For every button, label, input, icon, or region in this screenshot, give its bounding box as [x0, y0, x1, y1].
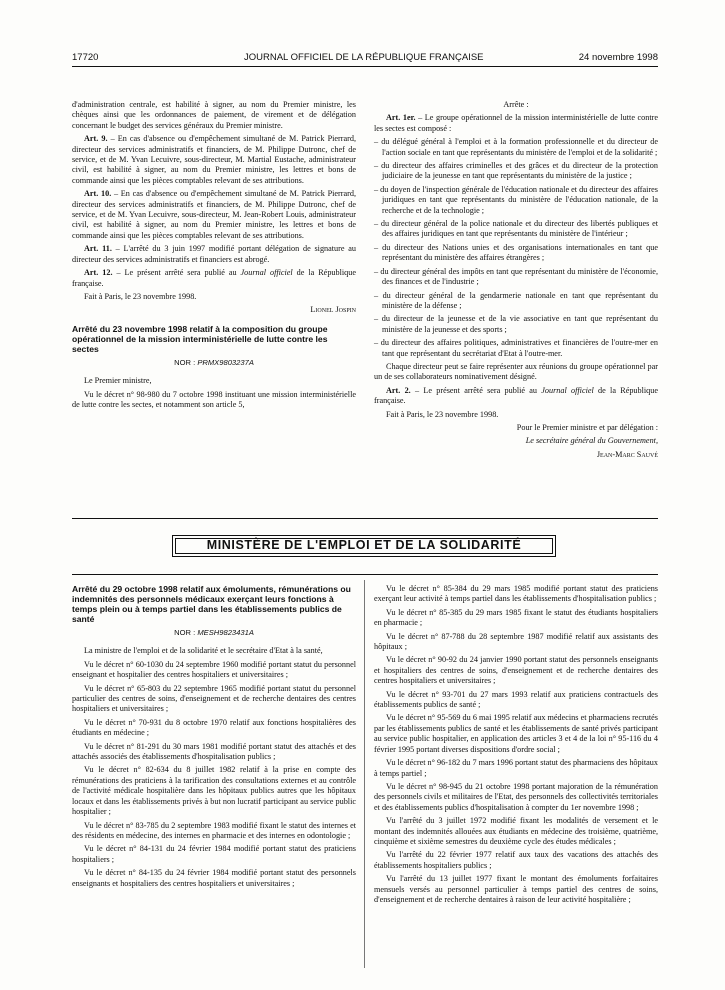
- arrete-heading: Arrête :: [503, 100, 529, 109]
- nor-label: NOR :: [174, 357, 198, 367]
- column-divider: [364, 580, 365, 968]
- nor-code: MESH9823431A: [197, 628, 254, 637]
- article-12: [72, 268, 356, 289]
- vu-paragraph: Vu le décret n° 70-931 du 8 octobre 1970 relatif aux fonctions hospitalières des étudiants en médecine ;: [72, 717, 356, 738]
- signature: Jean-Marc Sauvé: [596, 449, 658, 459]
- journal-name: Journal officiel: [541, 385, 594, 395]
- vu-paragraph: Vu le décret n° 82-634 du 8 juillet 1982 relatif à la prise en compte des rémunérations des praticiens à la tarification des consultations externes et au contrôle de l'activité médicale hospitalière dans les hôpitaux publics autres que les hôpitaux locaux et dans les établissements privés à but non lucratif participant au service public hospitalier ;: [72, 765, 356, 817]
- page-header: [72, 52, 658, 66]
- top-left-column: [72, 100, 356, 413]
- vu-paragraph: Vu le décret n° 83-785 du 2 septembre 1983 modifié fixant le statut des internes et des résidents en médecine, des internes en pharmacie et des internes en odontologie ;: [72, 820, 356, 840]
- page-number: 17720: [72, 52, 99, 63]
- vu-paragraph: Vu le décret n° 85-385 du 29 mars 1985 fixant le statut des étudiants hospitaliers en pharmacie ;: [374, 607, 658, 628]
- done-at: Fait à Paris, le 23 novembre 1998.: [84, 291, 197, 301]
- list-item: – du directeur de la jeunesse et de la vie associative en tant que représentant du ministère de la jeunesse et des sports ;: [374, 314, 658, 334]
- vu-paragraph: Vu le décret n° 60-1030 du 24 septembre 1960 modifié portant statut du personnel enseignant et hospitalier des centres hospitaliers et universitaires ;: [72, 659, 356, 680]
- vu-paragraph: Vu le décret n° 87-788 du 28 septembre 1987 modifié relatif aux assistants des hôpitaux ;: [374, 631, 658, 652]
- journal-name: Journal officiel: [240, 268, 293, 278]
- article-text: – L'arrêté du 3 juin 1997 modifié portant délégation de signature au directeur des services administratifs et financiers est abrogé.: [72, 244, 356, 264]
- signature: Lionel Jospin: [310, 305, 356, 315]
- vu-paragraph: Vu le décret n° 96-182 du 7 mars 1996 portant statut des pharmaciens des hôpitaux à temps partiel ;: [374, 758, 658, 778]
- vu-paragraph: Vu le décret n° 95-569 du 6 mai 1995 relatif aux médecins et pharmaciens recrutés par les établissements publics de santé et les établissements de santé privés participant au service public hospitalier, en application des articles 3 et 4 de la loi n° 95-116 du 4 février 1995 portant diverses dispositions d'ordre social ;: [374, 713, 658, 754]
- article-label: Art. 9.: [84, 134, 108, 144]
- list-item: – du directeur des Nations unies et des organisations internationales en tant que représentant du ministère des affaires étrangères ;: [374, 242, 658, 263]
- article-text: de la République française.: [72, 268, 356, 288]
- section-rule: [72, 574, 658, 575]
- arrete-title: Arrêté du 23 novembre 1998 relatif à la composition du groupe opérationnel de la mission interministérielle de lutte contre les sectes: [72, 323, 328, 354]
- preamble: La ministre de l'emploi et de la solidarité et le secrétaire d'Etat à la santé,: [84, 646, 323, 656]
- article-label: Art. 10.: [84, 189, 112, 199]
- vu-paragraph: Vu l'arrêté du 3 juillet 1972 modifié fixant les modalités de versement et le montant des indemnités allouées aux étudiants en médecine des troisième, quatrième, cinquième et sixième semestres du deuxième cycle des études médicales ;: [374, 816, 658, 846]
- vu-paragraph: Vu le décret n° 84-135 du 24 février 1984 modifié portant statut des personnels enseignants et hospitaliers des centres hospitaliers et universitaires ;: [72, 868, 356, 888]
- list-item: – du délégué général à l'emploi et à la formation professionnelle et du directeur de l'action sociale en tant que représentants du ministère de l'emploi et de la solidarité ;: [374, 137, 658, 157]
- arrete-title: Arrêté du 29 octobre 1998 relatif aux émoluments, rémunérations ou indemnités des personnels médicaux exerçant leurs fonctions à temps plein ou à temps partiel dans les établissements publics de santé: [72, 584, 351, 624]
- header-date: 24 novembre 1998: [578, 52, 658, 63]
- article-label: Art. 12.: [84, 268, 113, 278]
- vu-paragraph: Vu l'arrêté du 13 juillet 1977 fixant le montant des émoluments forfaitaires mensuels versés au personnel particulier à temps partiel des centres de soins, d'enseignement et de recherche dentaires à raison de leur activité hospitalière ;: [374, 874, 658, 904]
- list-item: – du directeur général des impôts en tant que représentant du ministère de l'économie, des finances et de l'industrie ;: [374, 266, 658, 287]
- article-9: [72, 134, 356, 186]
- article-11: [72, 244, 356, 265]
- vu-paragraph: Vu le décret n° 84-131 du 24 février 1984 modifié portant statut des praticiens hospitaliers ;: [72, 844, 356, 864]
- article-10: [72, 189, 356, 241]
- article-text: – Le groupe opérationnel de la mission interministérielle de lutte contre les sectes est composé :: [374, 113, 658, 133]
- preamble: Le Premier ministre,: [84, 376, 152, 386]
- article-label: Art. 11.: [84, 244, 112, 254]
- article-1: [374, 113, 658, 134]
- vu-paragraph: Vu le décret n° 81-291 du 30 mars 1981 modifié portant statut des attachés et des attachés associés des établissements d'hospitalisation publics ;: [72, 741, 356, 762]
- vu-paragraph: Vu le décret n° 85-384 du 29 mars 1985 modifié portant statut des praticiens exerçant leur activité à temps partiel dans les établissements d'hospitalisation publics ;: [374, 584, 658, 604]
- paragraph: Chaque directeur peut se faire représenter aux réunions du groupe opérationnel par un de ses collaborateurs nominativement désigné.: [374, 361, 658, 382]
- article-text: – Le présent arrêté sera publié au: [112, 268, 241, 278]
- bottom-right-column: [374, 584, 658, 908]
- nor-code: PRMX9803237A: [197, 357, 254, 367]
- vu-paragraph: Vu le décret n° 93-701 du 27 mars 1993 relatif aux praticiens contractuels des établissements publics de santé ;: [374, 689, 658, 710]
- nor-reference: [72, 628, 356, 638]
- bottom-left-column: [72, 580, 356, 892]
- list-item: – du doyen de l'inspection générale de l'éducation nationale et du directeur des affaires juridiques en tant que représentants du ministère de l'éducation nationale, de la recherche et de la technologie ;: [374, 184, 658, 215]
- article-text: – En cas d'absence ou d'empêchement simultané de M. Patrick Pierrard, directeur des services administratifs et financiers, de M. Philippe Dutronc, chef de service, et de M. Yvan Lecuivre, sous-directeur, M. Martial Eustache, administrateur civil, est habilité à signer, au nom du Premier ministre, les lettres et bons de commande ainsi que les pièces comptables relevant de ses attributions.: [72, 134, 356, 185]
- top-right-column: [374, 100, 658, 466]
- article-2: [374, 386, 658, 407]
- nor-reference: [72, 358, 356, 368]
- article-text: – Le présent arrêté sera publié au: [410, 385, 542, 395]
- nor-label: NOR :: [174, 628, 198, 637]
- done-at: Fait à Paris, le 23 novembre 1998.: [386, 409, 499, 419]
- list-item: – du directeur des affaires politiques, administratives et financières de l'outre-mer en tant que représentant du secrétariat d'Etat à l'outre-mer.: [374, 338, 658, 358]
- article-label: Art. 2.: [386, 385, 411, 395]
- list-item: – du directeur des affaires criminelles et des grâces et du directeur de la protection judiciaire de la jeunesse en tant que représentants du ministère de la justice ;: [374, 161, 658, 181]
- list-item: – du directeur général de la police nationale et du directeur des libertés publiques et des affaires juridiques en tant que représentants du ministère de l'intérieur ;: [374, 219, 658, 239]
- delegation-title: Le secrétaire général du Gouvernement,: [525, 436, 658, 446]
- vu-paragraph: Vu le décret n° 65-803 du 22 septembre 1965 modifié portant statut du personnel particulier des centres de soins, d'enseignement et de recherche dentaires des centres hospitaliers et universitaires ;: [72, 683, 356, 714]
- delegation-line: Pour le Premier ministre et par délégation :: [516, 422, 658, 432]
- list-item: – du directeur général de la gendarmerie nationale en tant que représentant du ministère de la défense ;: [374, 290, 658, 310]
- vu-paragraph: Vu l'arrêté du 22 février 1977 relatif aux taux des vacations des attachés des établissements hospitaliers publics ;: [374, 850, 658, 870]
- article-text: de la République française.: [374, 385, 658, 406]
- paragraph: d'administration centrale, est habilité à signer, au nom du Premier ministre, les chèques ainsi que les ordonnances de paiement, de virement et de délégation concernant le budget des services généraux du Premier ministre.: [72, 100, 356, 130]
- header-rule: [72, 66, 658, 67]
- vu-paragraph: Vu le décret n° 98-945 du 21 octobre 1998 portant majoration de la rémunération des personnels civils et militaires de l'Etat, des personnels des collectivités territoriales et des établissements publics d'hospitalisation à compter du 1er novembre 1998 ;: [374, 781, 658, 812]
- article-label: Art. 1er.: [386, 113, 416, 123]
- journal-title: JOURNAL OFFICIEL DE LA RÉPUBLIQUE FRANÇAISE: [244, 52, 484, 63]
- vu-paragraph: Vu le décret n° 98-980 du 7 octobre 1998 instituant une mission interministérielle de lutte contre les sectes, et notamment son article 5,: [72, 389, 356, 409]
- article-text: – En cas d'absence ou d'empêchement simultané de M. Patrick Pierrard, directeur des services administratifs et financiers, de M. Philippe Dutronc, chef de service, et de M. Yvan Lecuivre, sous-directeur, M. Jean-Robert Louis, administrateur civil, est habilité à signer, au nom du Premier ministre, les lettres et bons de commande ainsi que les pièces comptables relevant de ses attributions.: [72, 189, 356, 240]
- vu-paragraph: Vu le décret n° 90-92 du 24 janvier 1990 portant statut des personnels enseignants et hospitaliers des centres de soins, d'enseignement et de recherche dentaires des centres hospitaliers et universitaires ;: [374, 655, 658, 686]
- section-rule: [72, 518, 658, 519]
- ministry-heading: MINISTÈRE DE L'EMPLOI ET DE LA SOLIDARITÉ: [172, 535, 556, 557]
